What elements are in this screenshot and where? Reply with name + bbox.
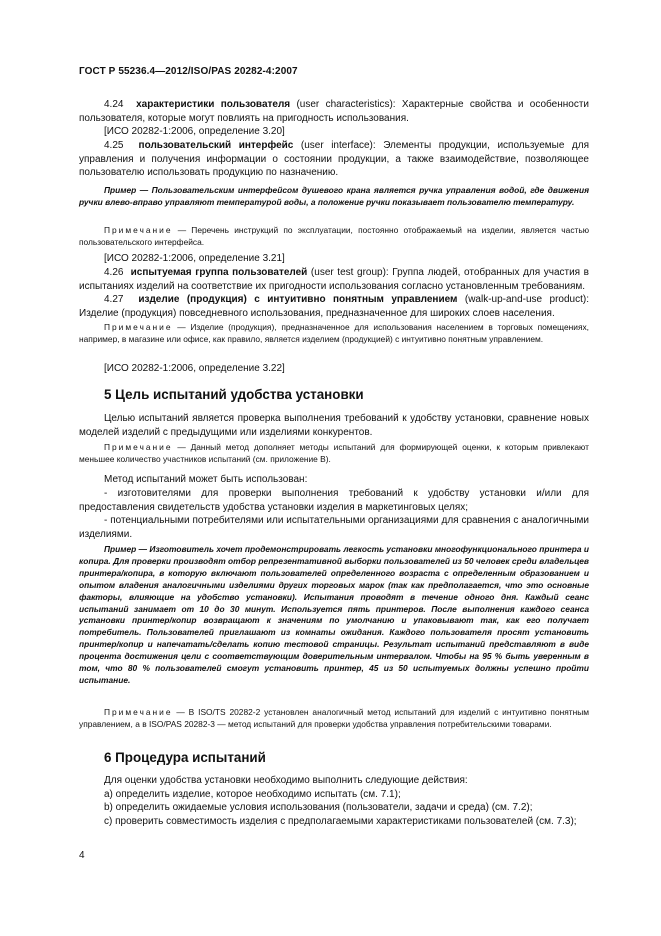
definition-4-25 xyxy=(79,139,589,180)
procedure-intro: Для оценки удобства установки необходимо выполнить следующие действия: xyxy=(104,775,468,786)
note-formative-evaluation xyxy=(79,442,589,465)
definition-text: (user test group): Группа людей, отобранных для участия в испытаниях изделий на соответствие их пригодности использования согласно установленным требованиям. xyxy=(79,267,589,292)
note-text: — Изделие (продукция), предназначенное для использования населением в торговых помещениях, например, в магазине или офисе, как правило, является изделием (продукцией) с интуитивно понятным управлением. xyxy=(79,322,589,344)
page-number: 4 xyxy=(79,850,85,861)
example-printer-copier xyxy=(79,544,589,687)
clause-number: 4.24 xyxy=(104,99,124,110)
definition-4-26 xyxy=(79,266,589,293)
section-5-heading: 5 Цель испытаний удобства установки xyxy=(104,387,364,402)
reference-3-21: [ИСО 20282-1:2006, определение 3.21] xyxy=(104,253,285,264)
reference-3-22: [ИСО 20282-1:2006, определение 3.22] xyxy=(104,363,285,374)
note-text: — Перечень инструкций по эксплуатации, постоянно отображаемый на изделии, является частью пользовательского интерфейса. xyxy=(79,225,589,247)
definition-4-27 xyxy=(79,293,589,320)
note-walk-up-product xyxy=(79,322,589,345)
clause-number: 4.27 xyxy=(104,294,124,305)
note-lead: Примечание xyxy=(104,707,173,717)
term: пользовательский интерфейс xyxy=(138,140,294,151)
method-usage-intro: Метод испытаний может быть использован: xyxy=(104,474,308,485)
term: характеристики пользователя xyxy=(136,99,291,110)
example-shower-tap xyxy=(79,185,589,209)
example-text: Изготовитель хочет продемонстрировать легкость установки многофункционального принтера и копира. Для проверки производят отбор репрезентативной выборки пользователей из 50 человек среди владельцев принтера/копира, в которую включают пользователей определенного возраста с определенным образованием и опытом владения аналогичными изделиями других торговых марок (так как предполагается, что это основные факторы, влияющие на удобство установки). Испытания проводят в течение одного дня. Каждый сеанс испытаний занимает от 10 до 30 минут. Используется пять принтеров. После выполнения каждого сеанса установки принтер/копир возвращают к значениям по умолчанию и упаковывают так, как его получает потребитель. Пользователей приглашают из комнаты ожидания. Каждого пользователя просят установить принтер/копир и напечатать/сделать копию тестовой страницы. Результат испытаний представляют в виде процента достижения цели с соответствующим доверительным интервалом. Чтобы на 95 % быть уверенным в том, что 80 % пользователей смогут установить принтер, 45 из 50 испытуемых должны успешно пройти испытание. xyxy=(79,544,589,685)
example-lead: Пример — xyxy=(104,544,147,554)
method-usage-consumers: - потенциальными потребителями или испытательными организациями для сравнения с аналогичными изделиями. xyxy=(79,515,589,540)
procedure-step-b: b) определить ожидаемые условия использования (пользователи, задачи и среда) (см. 7.2); xyxy=(104,802,533,813)
document-header: ГОСТ Р 55236.4—2012/ISO/PAS 20282-4:2007 xyxy=(79,66,298,77)
definition-text: (walk-up-and-use product): Изделие (продукция) повседневного использования, предназначенное для широких слоев населения. xyxy=(79,294,590,319)
note-instructions xyxy=(79,225,589,248)
term: испытуемая группа пользователей xyxy=(130,267,308,278)
definition-4-24 xyxy=(79,98,589,125)
procedure-step-c: c) проверить совместимость изделия с предполагаемыми характеристиками пользователей (см. 7.3); xyxy=(104,816,577,827)
note-iso-ts-20282 xyxy=(79,707,589,730)
note-text: — Данный метод дополняет методы испытаний для формирующей оценки, к которым привлекают меньшее количество участников испытаний (см. приложение В). xyxy=(79,442,589,464)
example-lead: Пример — xyxy=(104,185,149,195)
note-lead: Примечание xyxy=(104,225,173,235)
method-usage-manufacturers: - изготовителями для проверки выполнения требований к удобству установки и/или для предоставления свидетельств удобства установки изделия в маркетинговых целях; xyxy=(79,488,589,513)
section-6-heading: 6 Процедура испытаний xyxy=(104,750,266,765)
section-5-purpose: Целью испытаний является проверка выполнения требований к удобству установки, сравнение новых моделей изделий с предыдущими или изделиями конкурентов. xyxy=(79,413,589,438)
clause-number: 4.26 xyxy=(104,267,124,278)
definition-text: (user interface): Элементы продукции, используемые для управления и получения информации о состоянии продукции, а также взаимодействие, позволяющее пользователю использовать продукцию по назначению. xyxy=(79,140,589,179)
note-lead: Примечание xyxy=(104,442,173,452)
definition-text: (user characteristics): Характерные свойства и особенности пользователя, которые могут повлиять на пригодность использования. xyxy=(79,99,589,124)
note-lead: Примечание xyxy=(104,322,173,332)
example-text: Пользовательским интерфейсом душевого крана является ручка управления водой, где движения ручки влево-вправо управляют температурой воды, а положение ручки показывает пользователю температуру. xyxy=(79,185,590,207)
term: изделие (продукция) с интуитивно понятным управлением xyxy=(138,294,458,305)
procedure-step-a: a) определить изделие, которое необходимо испытать (см. 7.1); xyxy=(104,789,401,800)
note-text: — В ISO/TS 20282-2 установлен аналогичный метод испытаний для изделий с интуитивно понятным управлением, а в ISO/PAS 20282-3 — метод испытаний для проверки удобства управления потребительскими товарами. xyxy=(79,707,589,729)
clause-number: 4.25 xyxy=(104,140,124,151)
reference-3-20: [ИСО 20282-1:2006, определение 3.20] xyxy=(104,126,285,137)
